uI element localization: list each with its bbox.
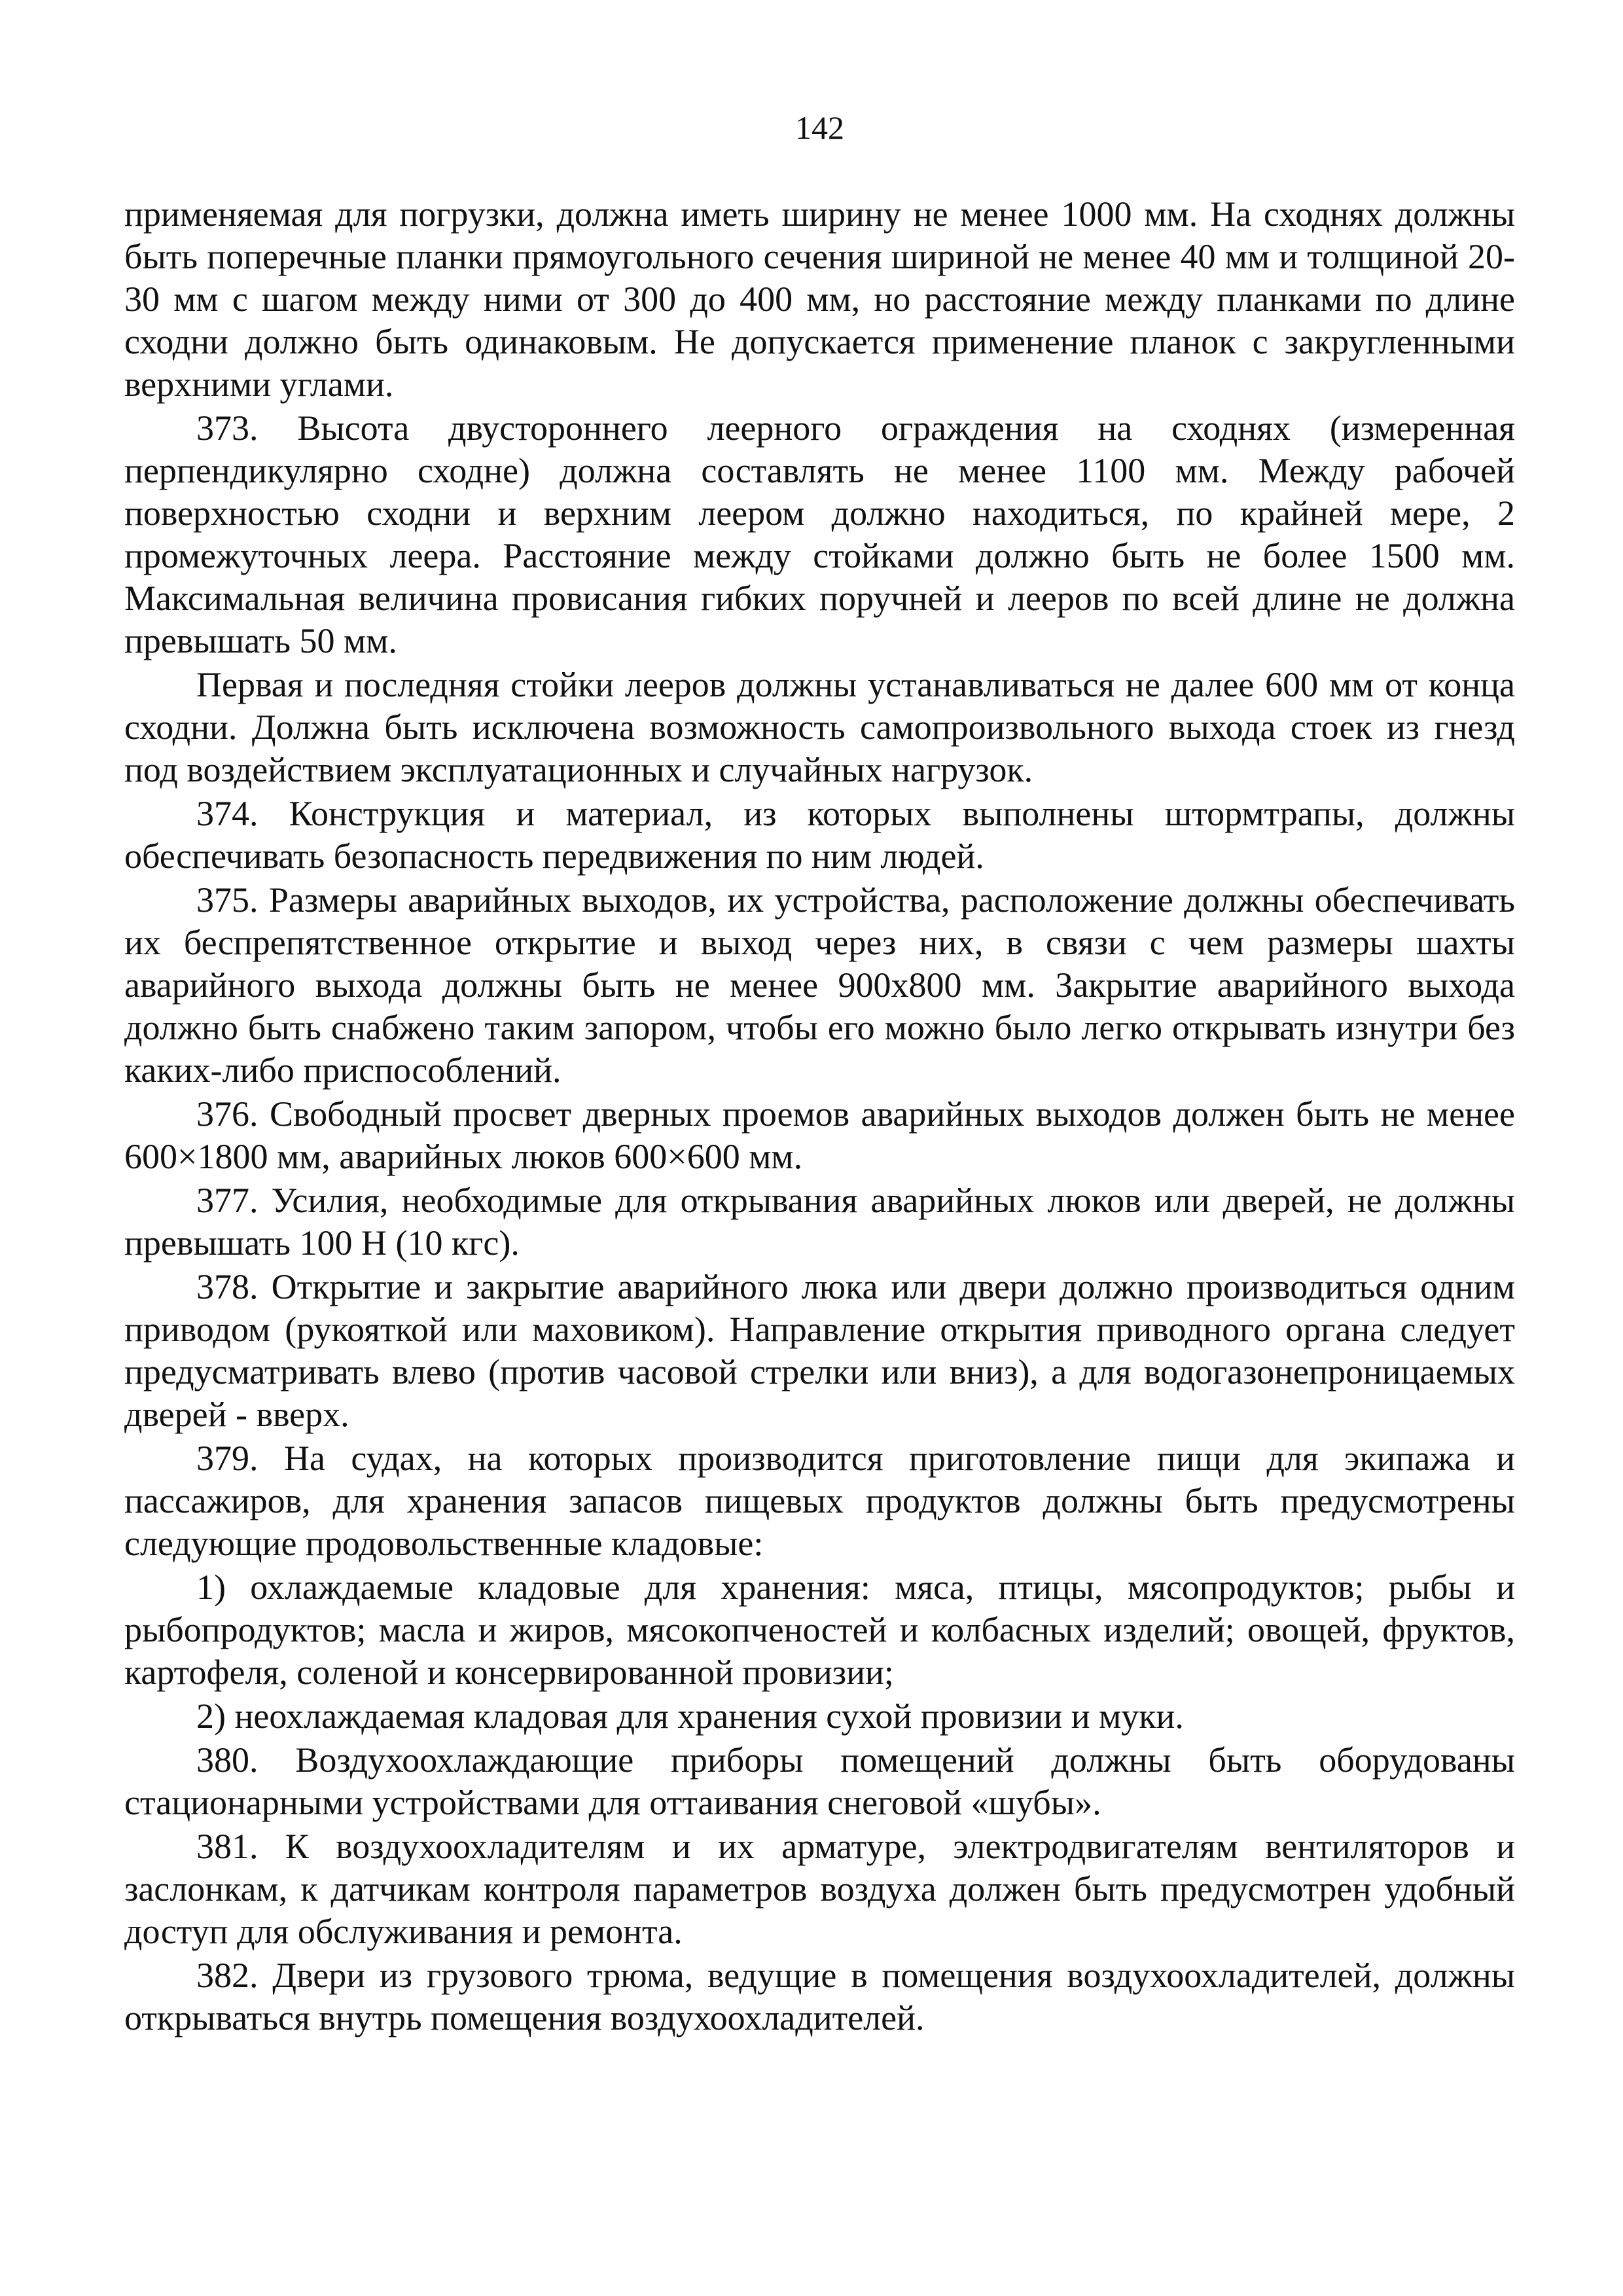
paragraph-continuation: применяемая для погрузки, должна иметь ширину не менее 1000 мм. На сходнях должны быть поперечные планки прямоугольного сечения шириной не менее 40 мм и толщиной 20-30 мм с шагом между ними от 300 до 400 мм, но расстояние между планками по длине сходни должно быть одинаковым. Не допускается применение планок с закругленными верхними углами. <box>124 194 1515 404</box>
paragraph-378: 378. Открытие и закрытие аварийного люка или двери должно производиться одним приводом (рукояткой или маховиком). Направление открытия приводного органа следует предусматривать влево (против часовой стрелки или вниз), а для водогазонепроницаемых дверей - вверх. <box>124 1267 1515 1434</box>
paragraph-379-item-2: 2) неохлаждаемая кладовая для хранения сухой провизии и муки. <box>196 1696 1184 1736</box>
paragraph-377: 377. Усилия, необходимые для открывания аварийных люков или дверей, не должны превышать 100 Н (10 кгс). <box>124 1181 1515 1263</box>
paragraph-373: 373. Высота двустороннего леерного ограждения на сходнях (измеренная перпендикулярно сходне) должна составлять не менее 1100 мм. Между рабочей поверхностью сходни и верхним леером должно находиться, по крайней мере, 2 промежуточных леера. Расстояние между стойками должно быть не более 1500 мм. Максимальная величина провисания гибких поручней и лееров по всей длине не должна превышать 50 мм. <box>124 408 1515 660</box>
paragraph-380: 380. Воздухоохлаждающие приборы помещений должны быть оборудованы стационарными устройствами для оттаивания снеговой «шубы». <box>124 1740 1515 1822</box>
paragraph-376: 376. Свободный просвет дверных проемов аварийных выходов должен быть не менее 600×1800 мм, аварийных люков 600×600 мм. <box>124 1094 1515 1176</box>
page-number: 142 <box>795 109 844 146</box>
paragraph-374: 374. Конструкция и материал, из которых выполнены штормтрапы, должны обеспечивать безопасность передвижения по ним людей. <box>124 794 1515 876</box>
paragraph-375: 375. Размеры аварийных выходов, их устройства, расположение должны обеспечивать их беспрепятственное открытие и выход через них, в связи с чем размеры шахты аварийного выхода должны быть не менее 900х800 мм. Закрытие аварийного выхода должно быть снабжено таким запором, чтобы его можно было легко открывать изнутри без каких-либо приспособлений. <box>124 880 1515 1090</box>
document-body <box>124 193 1515 2039</box>
paragraph-379-item-1: 1) охлаждаемые кладовые для хранения: мяса, птицы, мясопродуктов; рыбы и рыбопродуктов; масла и жиров, мясокопченостей и колбасных изделий; овощей, фруктов, картофеля, соленой и консервированной провизии; <box>124 1568 1515 1692</box>
paragraph-379: 379. На судах, на которых производится приготовление пищи для экипажа и пассажиров, для хранения запасов пищевых продуктов должны быть предусмотрены следующие продовольственные кладовые: <box>124 1439 1515 1563</box>
paragraph-382: 382. Двери из грузового трюма, ведущие в помещения воздухоохладителей, должны открываться внутрь помещения воздухоохладителей. <box>124 1956 1515 2037</box>
paragraph-381: 381. К воздухоохладителям и их арматуре, электродвигателям вентиляторов и заслонкам, к датчикам контроля параметров воздуха должен быть предусмотрен удобный доступ для обслуживания и ремонта. <box>124 1827 1515 1951</box>
paragraph-373-continued: Первая и последняя стойки лееров должны устанавливаться не далее 600 мм от конца сходни. Должна быть исключена возможность самопроизвольного выхода стоек из гнезд под воздействием эксплуатационных и случайных нагрузок. <box>124 665 1515 789</box>
